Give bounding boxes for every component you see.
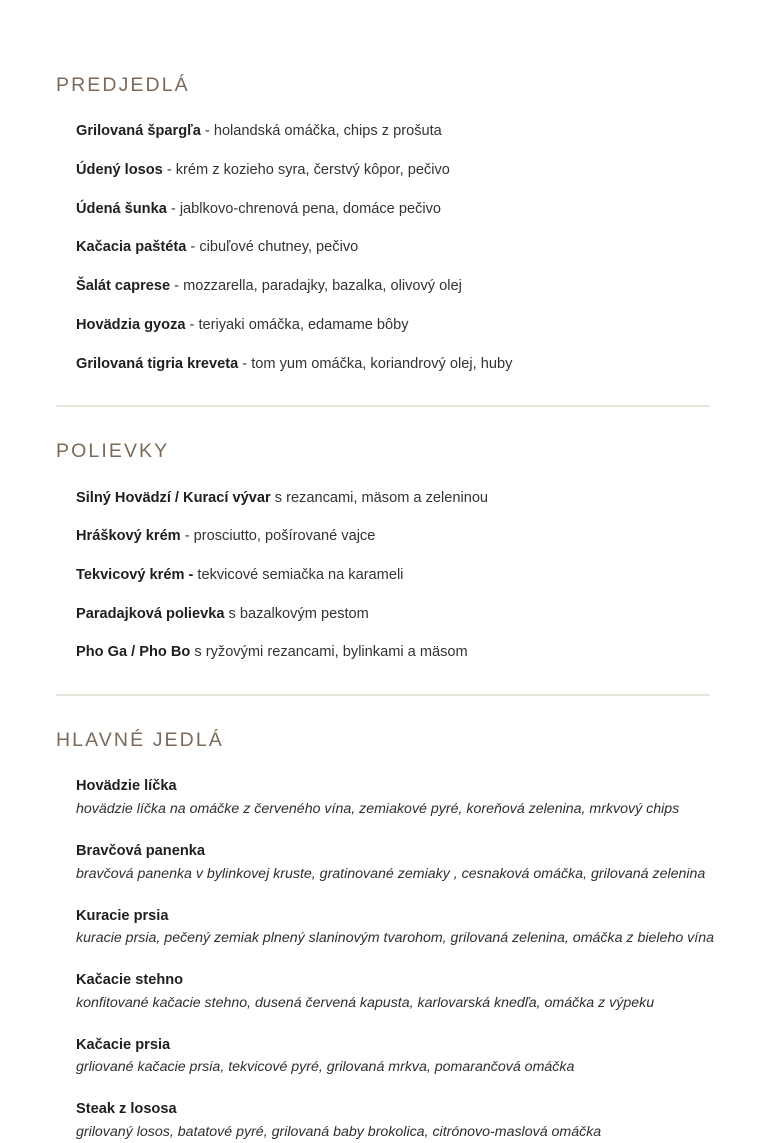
- section-heading-polievky: POLIEVKY: [56, 440, 170, 463]
- menu-item: [76, 527, 768, 547]
- item-description: - mozzarella, paradajky, bazalka, olivový olej: [170, 278, 462, 295]
- spacer: [0, 97, 768, 122]
- item-description: tekvicové semiačka na karameli: [193, 566, 404, 583]
- item-name: Pho Ga / Pho Bo: [76, 644, 191, 661]
- item-name: Kačacia paštéta: [76, 239, 187, 256]
- item-name: Silný Hovädzí / Kurací vývar: [76, 489, 271, 506]
- menu-item: [76, 316, 768, 336]
- item-description: grilovaný losos, batatové pyré, grilovaná baby brokolica, citrónovo-maslová omáčka: [76, 1123, 602, 1140]
- item-name: Bravčová panenka: [76, 842, 205, 859]
- menu-item: [76, 907, 768, 950]
- spacer: [0, 464, 768, 489]
- menu-item: [76, 566, 768, 586]
- menu-item: [76, 200, 768, 220]
- menu-item: [76, 122, 768, 142]
- item-list-predjedla: [0, 122, 768, 374]
- menu-item: [76, 1036, 768, 1079]
- section-heading-hlavne-jedla: HLAVNÉ JEDLÁ: [56, 729, 224, 752]
- item-description: - prosciutto, pošírované vajce: [180, 528, 376, 545]
- item-name: Paradajková polievka: [76, 605, 225, 622]
- spacer: [0, 407, 768, 440]
- item-name: Údený losos: [76, 162, 163, 179]
- item-description: - krém z kozieho syra, čerstvý kôpor, pečivo: [162, 162, 450, 179]
- item-name: Grilovaná špargľa: [76, 123, 201, 140]
- menu-item: [76, 489, 768, 509]
- section-hlavne-jedla: [0, 729, 768, 1143]
- item-description: - jablkovo-chrenová pena, domáce pečivo: [166, 200, 442, 217]
- item-description: - tom yum omáčka, koriandrový olej, huby: [238, 355, 513, 372]
- menu-item: [76, 238, 768, 258]
- menu-item: [76, 643, 768, 663]
- item-name: Kuracie prsia: [76, 907, 169, 924]
- item-description: grliované kačacie prsia, tekvicové pyré, grilovaná mrkva, pomarančová omáčka: [76, 1059, 575, 1076]
- section-predjedla: [0, 74, 768, 374]
- item-list-polievky: [0, 489, 768, 663]
- item-name: Steak z lososa: [76, 1101, 177, 1118]
- item-description: bravčová panenka v bylinkovej kruste, gratinované zemiaky , cesnaková omáčka, grilovaná zelenina: [76, 865, 706, 882]
- item-list-hlavne-jedla: [0, 777, 768, 1142]
- item-name: Hovädzie líčka: [76, 778, 177, 795]
- menu-item: [76, 605, 768, 625]
- item-name: Kačacie stehno: [76, 972, 184, 989]
- item-description: s bazalkovým pestom: [224, 605, 369, 622]
- menu-item: [76, 971, 768, 1014]
- spacer: [0, 663, 768, 694]
- item-description: - teriyaki omáčka, edamame bôby: [185, 316, 409, 333]
- item-name: Údená šunka: [76, 200, 167, 217]
- item-description: s rezancami, mäsom a zeleninou: [270, 489, 489, 506]
- item-description: kuracie prsia, pečený zemiak plnený slaninovým tvarohom, grilovaná zelenina, omáčka z bieleho vína: [76, 930, 714, 947]
- menu-item: [76, 777, 768, 820]
- item-description: konfitované kačacie stehno, dusená červená kapusta, karlovarská knedľa, omáčka z výpeku: [76, 994, 655, 1011]
- section-polievky: [0, 440, 768, 663]
- item-name: Hráškový krém: [76, 528, 181, 545]
- item-name: Grilovaná tigria kreveta: [76, 355, 239, 372]
- item-name: Šalát caprese: [76, 278, 171, 295]
- spacer: [0, 752, 768, 777]
- item-description: - cibuľové chutney, pečivo: [186, 239, 359, 256]
- menu-item: [76, 355, 768, 375]
- spacer: [0, 374, 768, 405]
- menu-item: [76, 161, 768, 181]
- item-description: hovädzie líčka na omáčke z červeného vína, zemiakové pyré, koreňová zelenina, mrkvový chips: [76, 801, 680, 818]
- spacer: [0, 696, 768, 729]
- item-description: - holandská omáčka, chips z prošuta: [200, 123, 442, 140]
- menu-item: [76, 842, 768, 885]
- top-spacer: [0, 0, 768, 74]
- item-name: Tekvicový krém -: [76, 566, 194, 583]
- menu-item: [76, 1100, 768, 1143]
- menu-item: [76, 277, 768, 297]
- item-description: s ryžovými rezancami, bylinkami a mäsom: [190, 644, 468, 661]
- section-heading-predjedla: PREDJEDLÁ: [56, 74, 190, 96]
- item-name: Hovädzia gyoza: [76, 316, 186, 333]
- item-name: Kačacie prsia: [76, 1036, 171, 1053]
